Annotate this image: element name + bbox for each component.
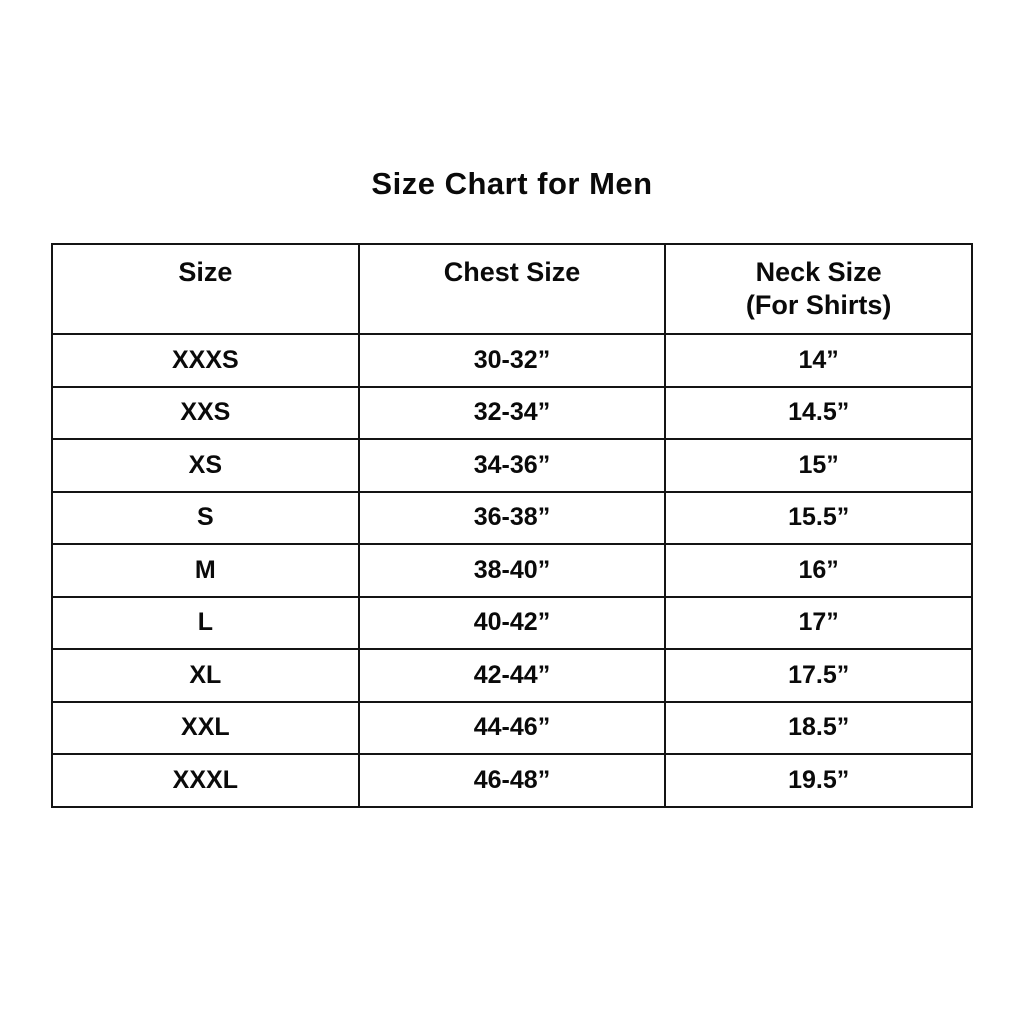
- table-row-xxs: [52, 387, 972, 440]
- cell-chest-size: 30-32”: [359, 334, 666, 387]
- column-header-chest-size: [359, 244, 666, 334]
- column-header-label: Chest Size: [443, 257, 581, 287]
- table-body: [52, 334, 972, 807]
- cell-size: XXL: [52, 702, 359, 755]
- cell-chest-size: 38-40”: [359, 544, 666, 597]
- cell-neck-size: 19.5”: [665, 754, 972, 807]
- column-header-neck-size: [665, 244, 972, 334]
- table-row-s: [52, 492, 972, 545]
- table-row-m: [52, 544, 972, 597]
- page-title: Size Chart for Men: [371, 166, 653, 201]
- cell-size: XL: [52, 649, 359, 702]
- cell-neck-size: 17”: [665, 597, 972, 650]
- table-header: [52, 244, 972, 334]
- cell-size: M: [52, 544, 359, 597]
- cell-neck-size: 17.5”: [665, 649, 972, 702]
- cell-size: XXXS: [52, 334, 359, 387]
- cell-chest-size: 46-48”: [359, 754, 666, 807]
- table-row-xl: [52, 649, 972, 702]
- column-header-size: [52, 244, 359, 334]
- cell-neck-size: 18.5”: [665, 702, 972, 755]
- cell-size: XS: [52, 439, 359, 492]
- table-row-xxxl: [52, 754, 972, 807]
- cell-size: S: [52, 492, 359, 545]
- cell-size: L: [52, 597, 359, 650]
- cell-chest-size: 44-46”: [359, 702, 666, 755]
- table-row-xs: [52, 439, 972, 492]
- cell-neck-size: 15”: [665, 439, 972, 492]
- table-row-xxxs: [52, 334, 972, 387]
- cell-neck-size: 14”: [665, 334, 972, 387]
- column-header-label: Neck Size: [755, 257, 882, 287]
- size-chart-table: [51, 243, 973, 808]
- table-row-xxl: [52, 702, 972, 755]
- cell-chest-size: 32-34”: [359, 387, 666, 440]
- column-header-label: Size: [178, 257, 233, 287]
- cell-chest-size: 34-36”: [359, 439, 666, 492]
- header-row: [52, 244, 972, 334]
- cell-chest-size: 40-42”: [359, 597, 666, 650]
- column-header-sublabel: (For Shirts): [745, 290, 892, 320]
- column-header-sublabel: [360, 289, 665, 322]
- cell-chest-size: 42-44”: [359, 649, 666, 702]
- cell-size: XXXL: [52, 754, 359, 807]
- cell-chest-size: 36-38”: [359, 492, 666, 545]
- column-header-sublabel: [53, 289, 358, 322]
- cell-neck-size: 15.5”: [665, 492, 972, 545]
- cell-size: XXS: [52, 387, 359, 440]
- cell-neck-size: 16”: [665, 544, 972, 597]
- table-row-l: [52, 597, 972, 650]
- cell-neck-size: 14.5”: [665, 387, 972, 440]
